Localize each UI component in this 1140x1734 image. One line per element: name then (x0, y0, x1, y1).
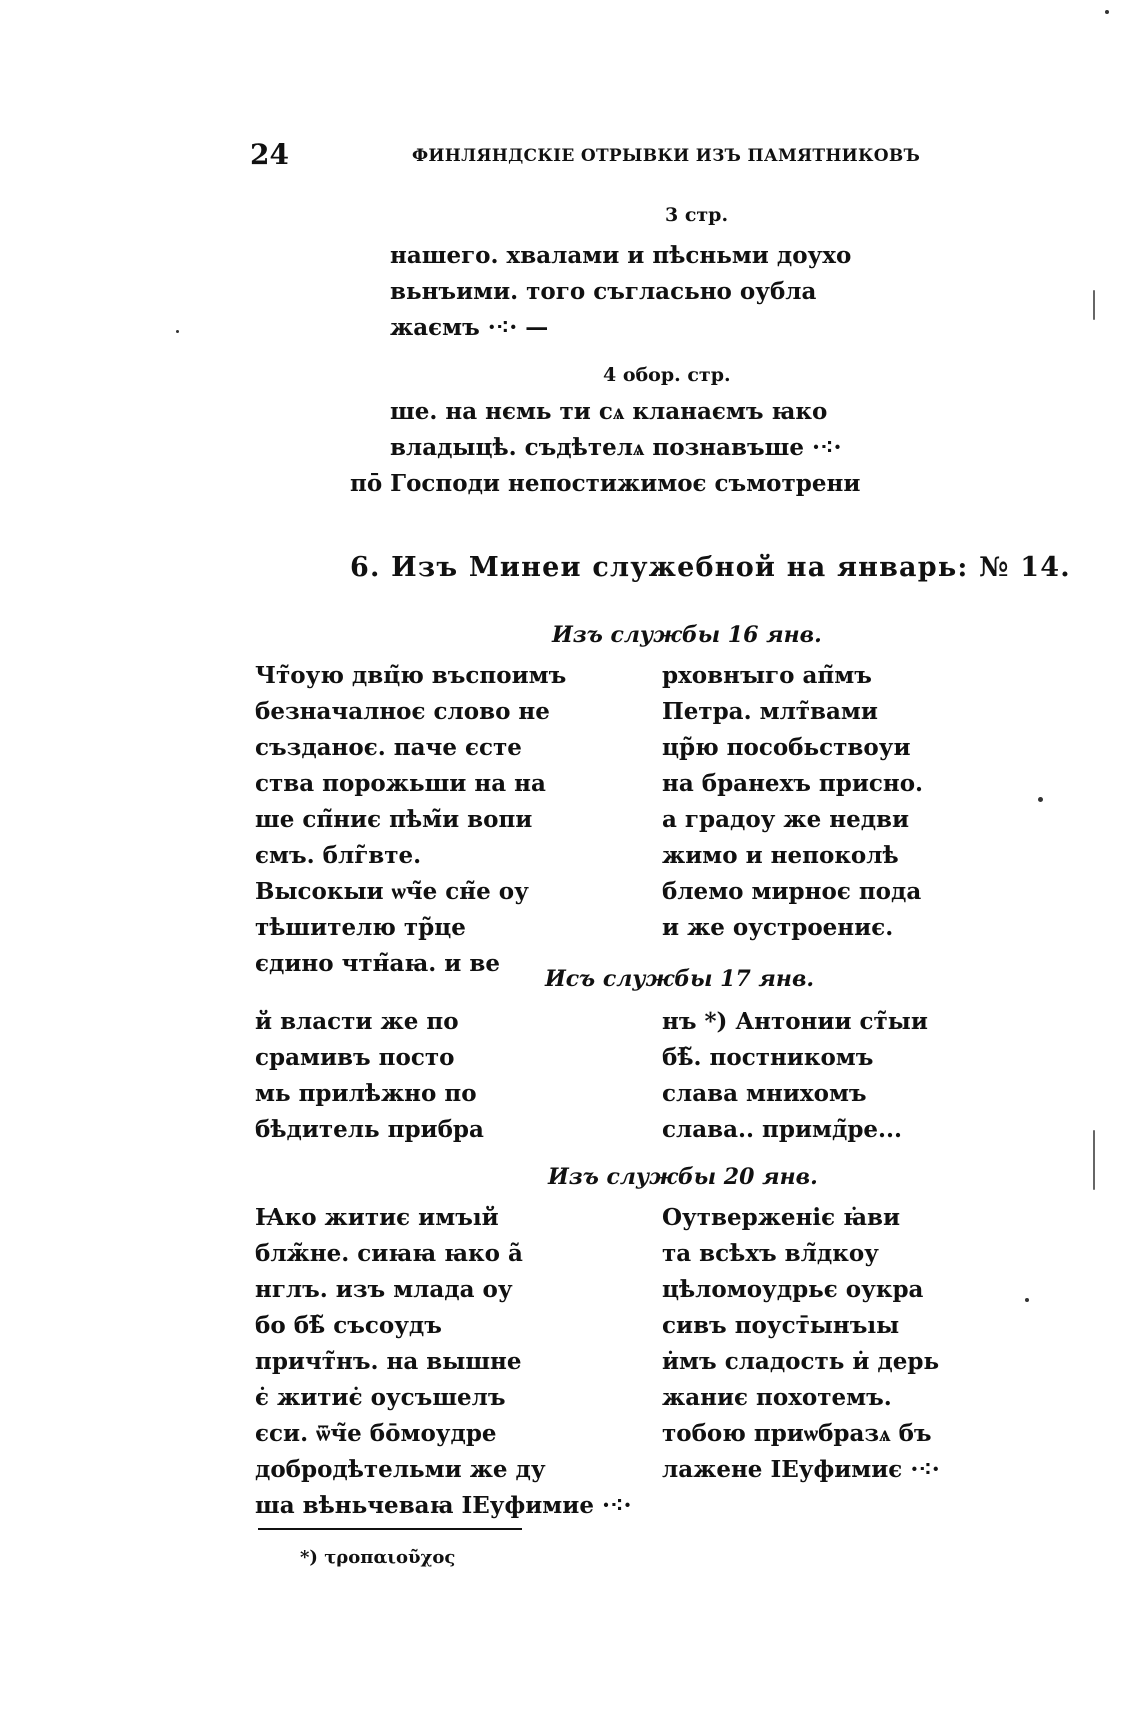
margin-mark (1093, 290, 1095, 320)
text-line: бѣдитель прибра (255, 1116, 484, 1143)
text-line: срамивъ посто (255, 1044, 455, 1071)
text-line: Чт̃оую двц̃ю въспоимъ (255, 662, 567, 689)
footnote-rule (258, 1528, 522, 1530)
subheading-17-jan: Исъ службы 17 янв. (545, 966, 815, 992)
text-line: владыцѣ. съдѣтелѧ познавъше ·⁖· (390, 434, 842, 461)
part2-right-column (662, 1004, 928, 1148)
text-line: єси. ѿч̃е бо̄моудре (255, 1420, 497, 1447)
fragment-b-text (350, 394, 860, 502)
text-line: и же оустроениє. (662, 914, 894, 941)
part3-left-column (255, 1200, 631, 1524)
fragment-a-label: 3 стр. (665, 204, 729, 226)
footnote: *) τροπαιοῦχος (300, 1547, 456, 1568)
text-line: рховнꙑго ап̃мъ (662, 662, 872, 689)
text-line: сивъ поуст̄ынъıы (662, 1312, 900, 1339)
text-line: вьнъими. того съгласьно oубла (390, 278, 817, 305)
text-line: нглъ. изъ млада оу (255, 1276, 513, 1303)
fragment-a-text (390, 238, 851, 346)
part3-right-column (662, 1200, 940, 1488)
text-line: цр̃ю пособьствоуи (662, 734, 911, 761)
part1-right-column (662, 658, 923, 946)
text-line: ша вѣньчеваꙗ ІЕуфимие ·⁖· (255, 1492, 632, 1519)
text-line: Высокыи ѡч̃е сн̃е оу (255, 878, 529, 905)
text-line: и̇мъ сладость и̇ дерь (662, 1348, 940, 1375)
text-line: причт̃нъ. на вышне (255, 1348, 522, 1375)
text-line: та всѣхъ вл̃дкоу (662, 1240, 879, 1267)
text-line: ємъ. блг̃вте. (255, 842, 422, 869)
text-line: жаємъ ·⁖· — (390, 314, 549, 341)
text-line: Оутверженіє ꙗ̇ви (662, 1204, 901, 1231)
text-line: лажене ІЕуфимиє ·⁖· (662, 1456, 940, 1483)
text-line: бѣ̃. постникомъ (662, 1044, 874, 1071)
scan-speck (176, 330, 179, 333)
margin-mark (1093, 1130, 1095, 1190)
text-line: нъ *) Антонии ст̃ыи (662, 1008, 928, 1035)
subheading-16-jan: Изъ службы 16 янв. (552, 622, 822, 648)
scan-speck (1025, 1298, 1029, 1302)
text-line: й власти же по (255, 1008, 459, 1035)
text-line: жаниє похотемъ. (662, 1384, 892, 1411)
text-line: єдино чтн̃аꙗ. и ве (255, 950, 500, 977)
part2-left-column (255, 1004, 484, 1148)
text-line: ше. на нємь ти сѧ кланаємъ ꙗко (390, 398, 828, 425)
scan-speck (1105, 10, 1109, 14)
section-heading: 6. Изъ Минеи служебной на январь: № 14. (350, 552, 1071, 583)
text-line: нашего. хвалами и пѣсньми доухо (390, 242, 852, 269)
text-line: ше сп̃ниє пѣм̃и вопи (255, 806, 533, 833)
text-line: тѣшителю тр̃це (255, 914, 466, 941)
text-line: цѣломоудрьє оукра (662, 1276, 924, 1303)
text-line: Ꙗко житиє имъıй (255, 1204, 499, 1231)
part1-left-column (255, 658, 566, 982)
text-line: жимо и непоколѣ (662, 842, 899, 869)
text-line: създаноє. паче єсте (255, 734, 522, 761)
scan-speck (1038, 797, 1043, 802)
text-line: пō Господи непостижимоє съмотрени (350, 470, 861, 497)
text-line: слава мнихомъ (662, 1080, 867, 1107)
text-line: блемо мирноє пода (662, 878, 922, 905)
text-line: мь прилѣжно по (255, 1080, 477, 1107)
text-line: добродѣтельми же ду (255, 1456, 546, 1483)
text-line: безначалноє слово не (255, 698, 550, 725)
text-line: бо бѣ̃ съсоудъ (255, 1312, 442, 1339)
text-line: тобою приѡбразѧ бъ (662, 1420, 932, 1447)
text-line: на бранехъ присно. (662, 770, 924, 797)
page-number: 24 (250, 138, 289, 171)
text-line: слава.. примд̃ре... (662, 1116, 903, 1143)
running-title: ФИНЛЯНДСКІЕ ОТРЫВКИ ИЗЪ ПАМЯТНИКОВЪ (412, 146, 921, 166)
text-line: а градоу же недви (662, 806, 910, 833)
text-line: блж̃не. сиꙗꙗ ꙗко а̃ (255, 1240, 523, 1267)
text-line: є̇ житиє̇ оусъшелъ (255, 1384, 506, 1411)
text-line: ства порожьши на на (255, 770, 546, 797)
text-line: Петра. млт̃вами (662, 698, 878, 725)
subheading-20-jan: Изъ службы 20 янв. (548, 1164, 818, 1190)
fragment-b-label: 4 обор. стр. (603, 364, 731, 386)
